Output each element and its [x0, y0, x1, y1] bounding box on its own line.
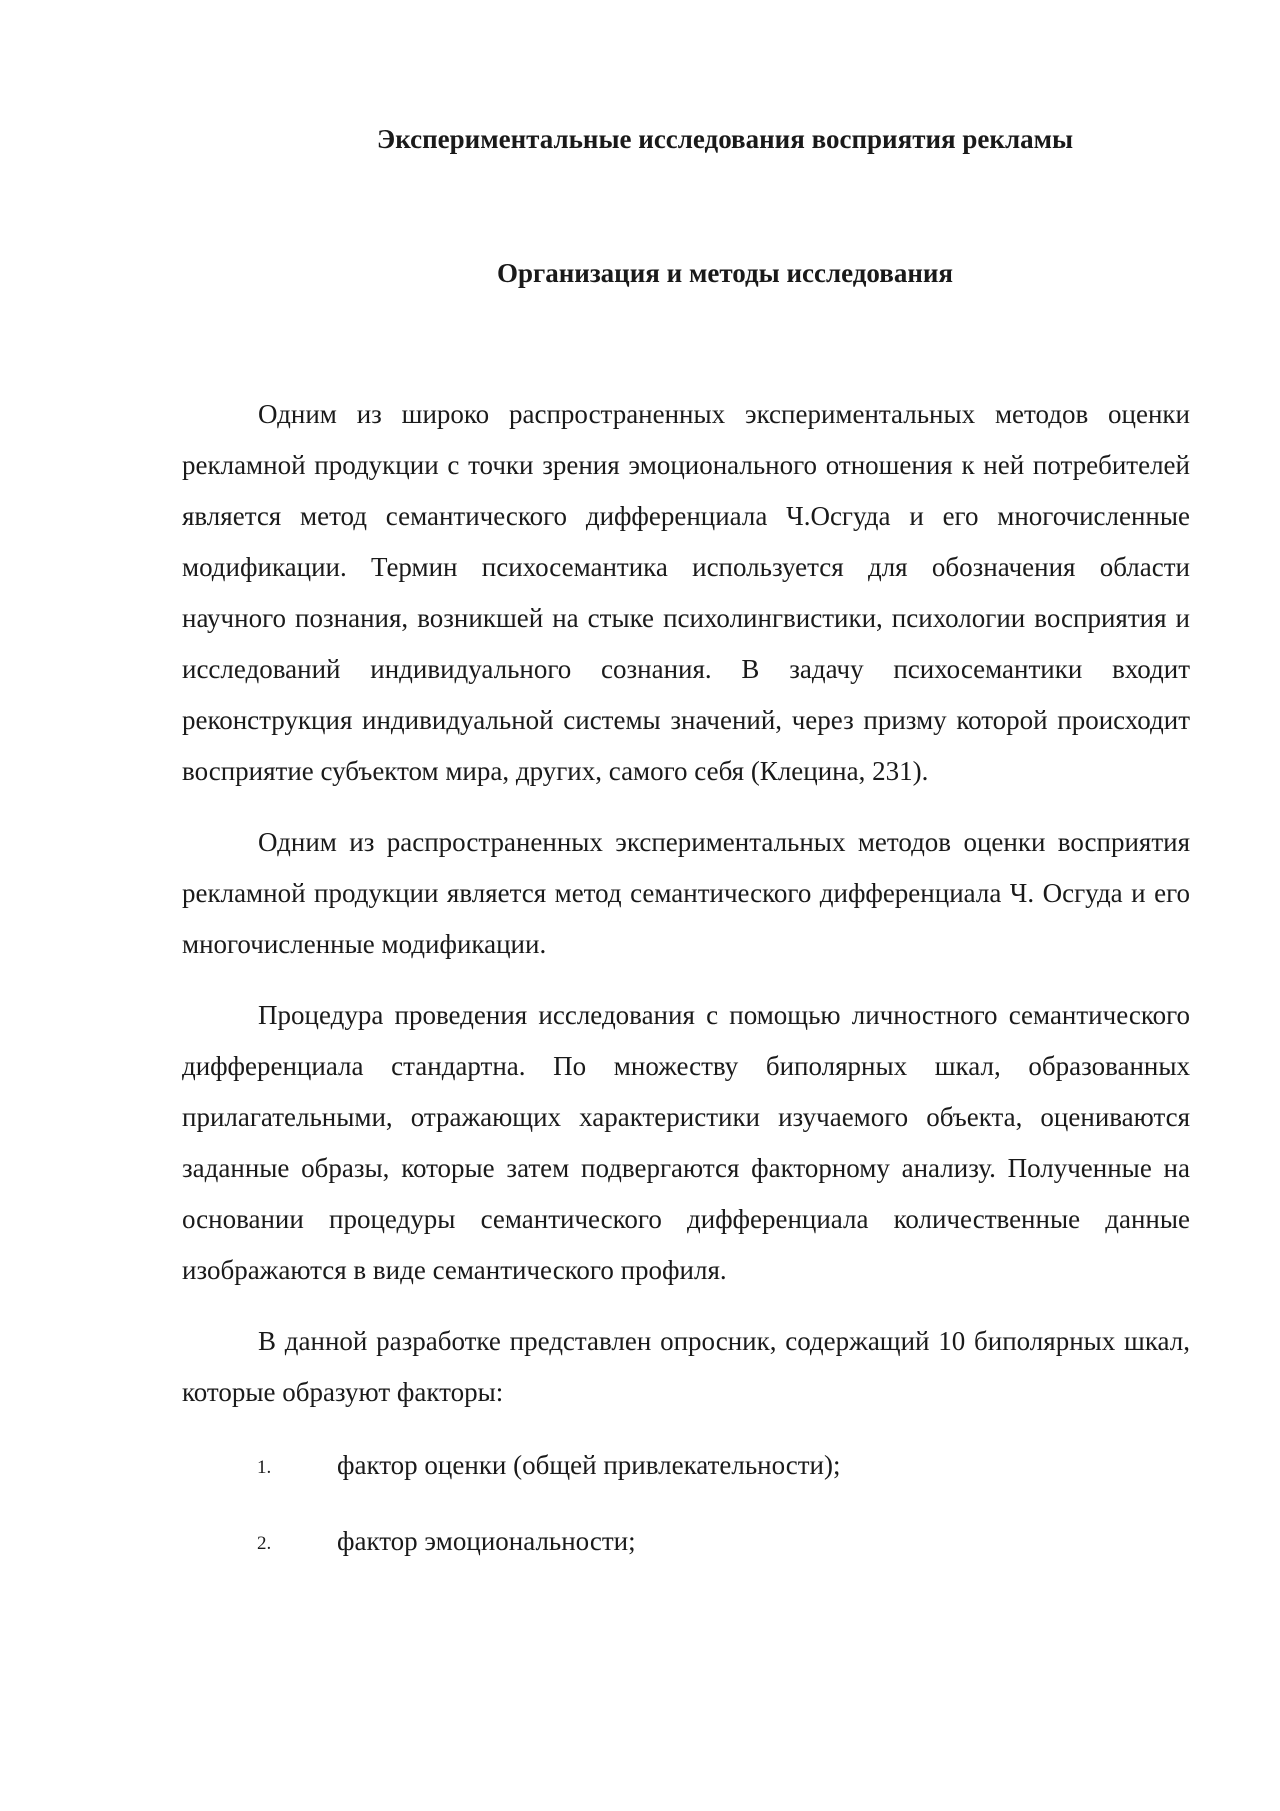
- list-item: [182, 1516, 1190, 1567]
- paragraph: Одним из распространенных экспериментальных методов оценки восприятия рекламной продукции является метод семантического дифференциала Ч. Осгуда и его многочисленные модификации.: [182, 827, 1190, 959]
- factor-list: [182, 1440, 1190, 1567]
- paragraph: Одним из широко распространенных экспериментальных методов оценки рекламной продукции с точки зрения эмоционального отношения к ней потребителей является метод семантического дифференциала Ч.Осгуда и его многочисленные модификации. Термин психосемантика используется для обозначения области научного познания, возникшей на стыке психолингвистики, психологии восприятия и исследований индивидуального сознания. В задачу психосемантики входит реконструкция индивидуальной системы значений, через призму которой происходит восприятие субъектом мира, других, самого себя (Клецина, 231).: [182, 399, 1190, 786]
- list-item: [182, 1440, 1190, 1491]
- list-item-number: 2.: [257, 1533, 272, 1554]
- list-item-text: фактор оценки (общей привлекательности);: [337, 1450, 841, 1480]
- paragraph: В данной разработке представлен опросник, содержащий 10 биполярных шкал, которые образуют факторы:: [182, 1326, 1190, 1407]
- list-item-number: 1.: [257, 1457, 272, 1478]
- list-item-text: фактор эмоциональности;: [337, 1526, 636, 1556]
- section-title: Организация и методы исследования: [496, 258, 954, 288]
- body-text: [182, 389, 1190, 1592]
- document-title: Экспериментальные исследования восприятия рекламы: [376, 124, 1074, 154]
- paragraph: Процедура проведения исследования с помощью личностного семантического дифференциала стандартна. По множеству биполярных шкал, образованных прилагательными, отражающих характеристики изучаемого объекта, оцениваются заданные образы, которые затем подвергаются факторному анализу. Полученные на основании процедуры семантического дифференциала количественные данные изображаются в виде семантического профиля.: [182, 1000, 1190, 1285]
